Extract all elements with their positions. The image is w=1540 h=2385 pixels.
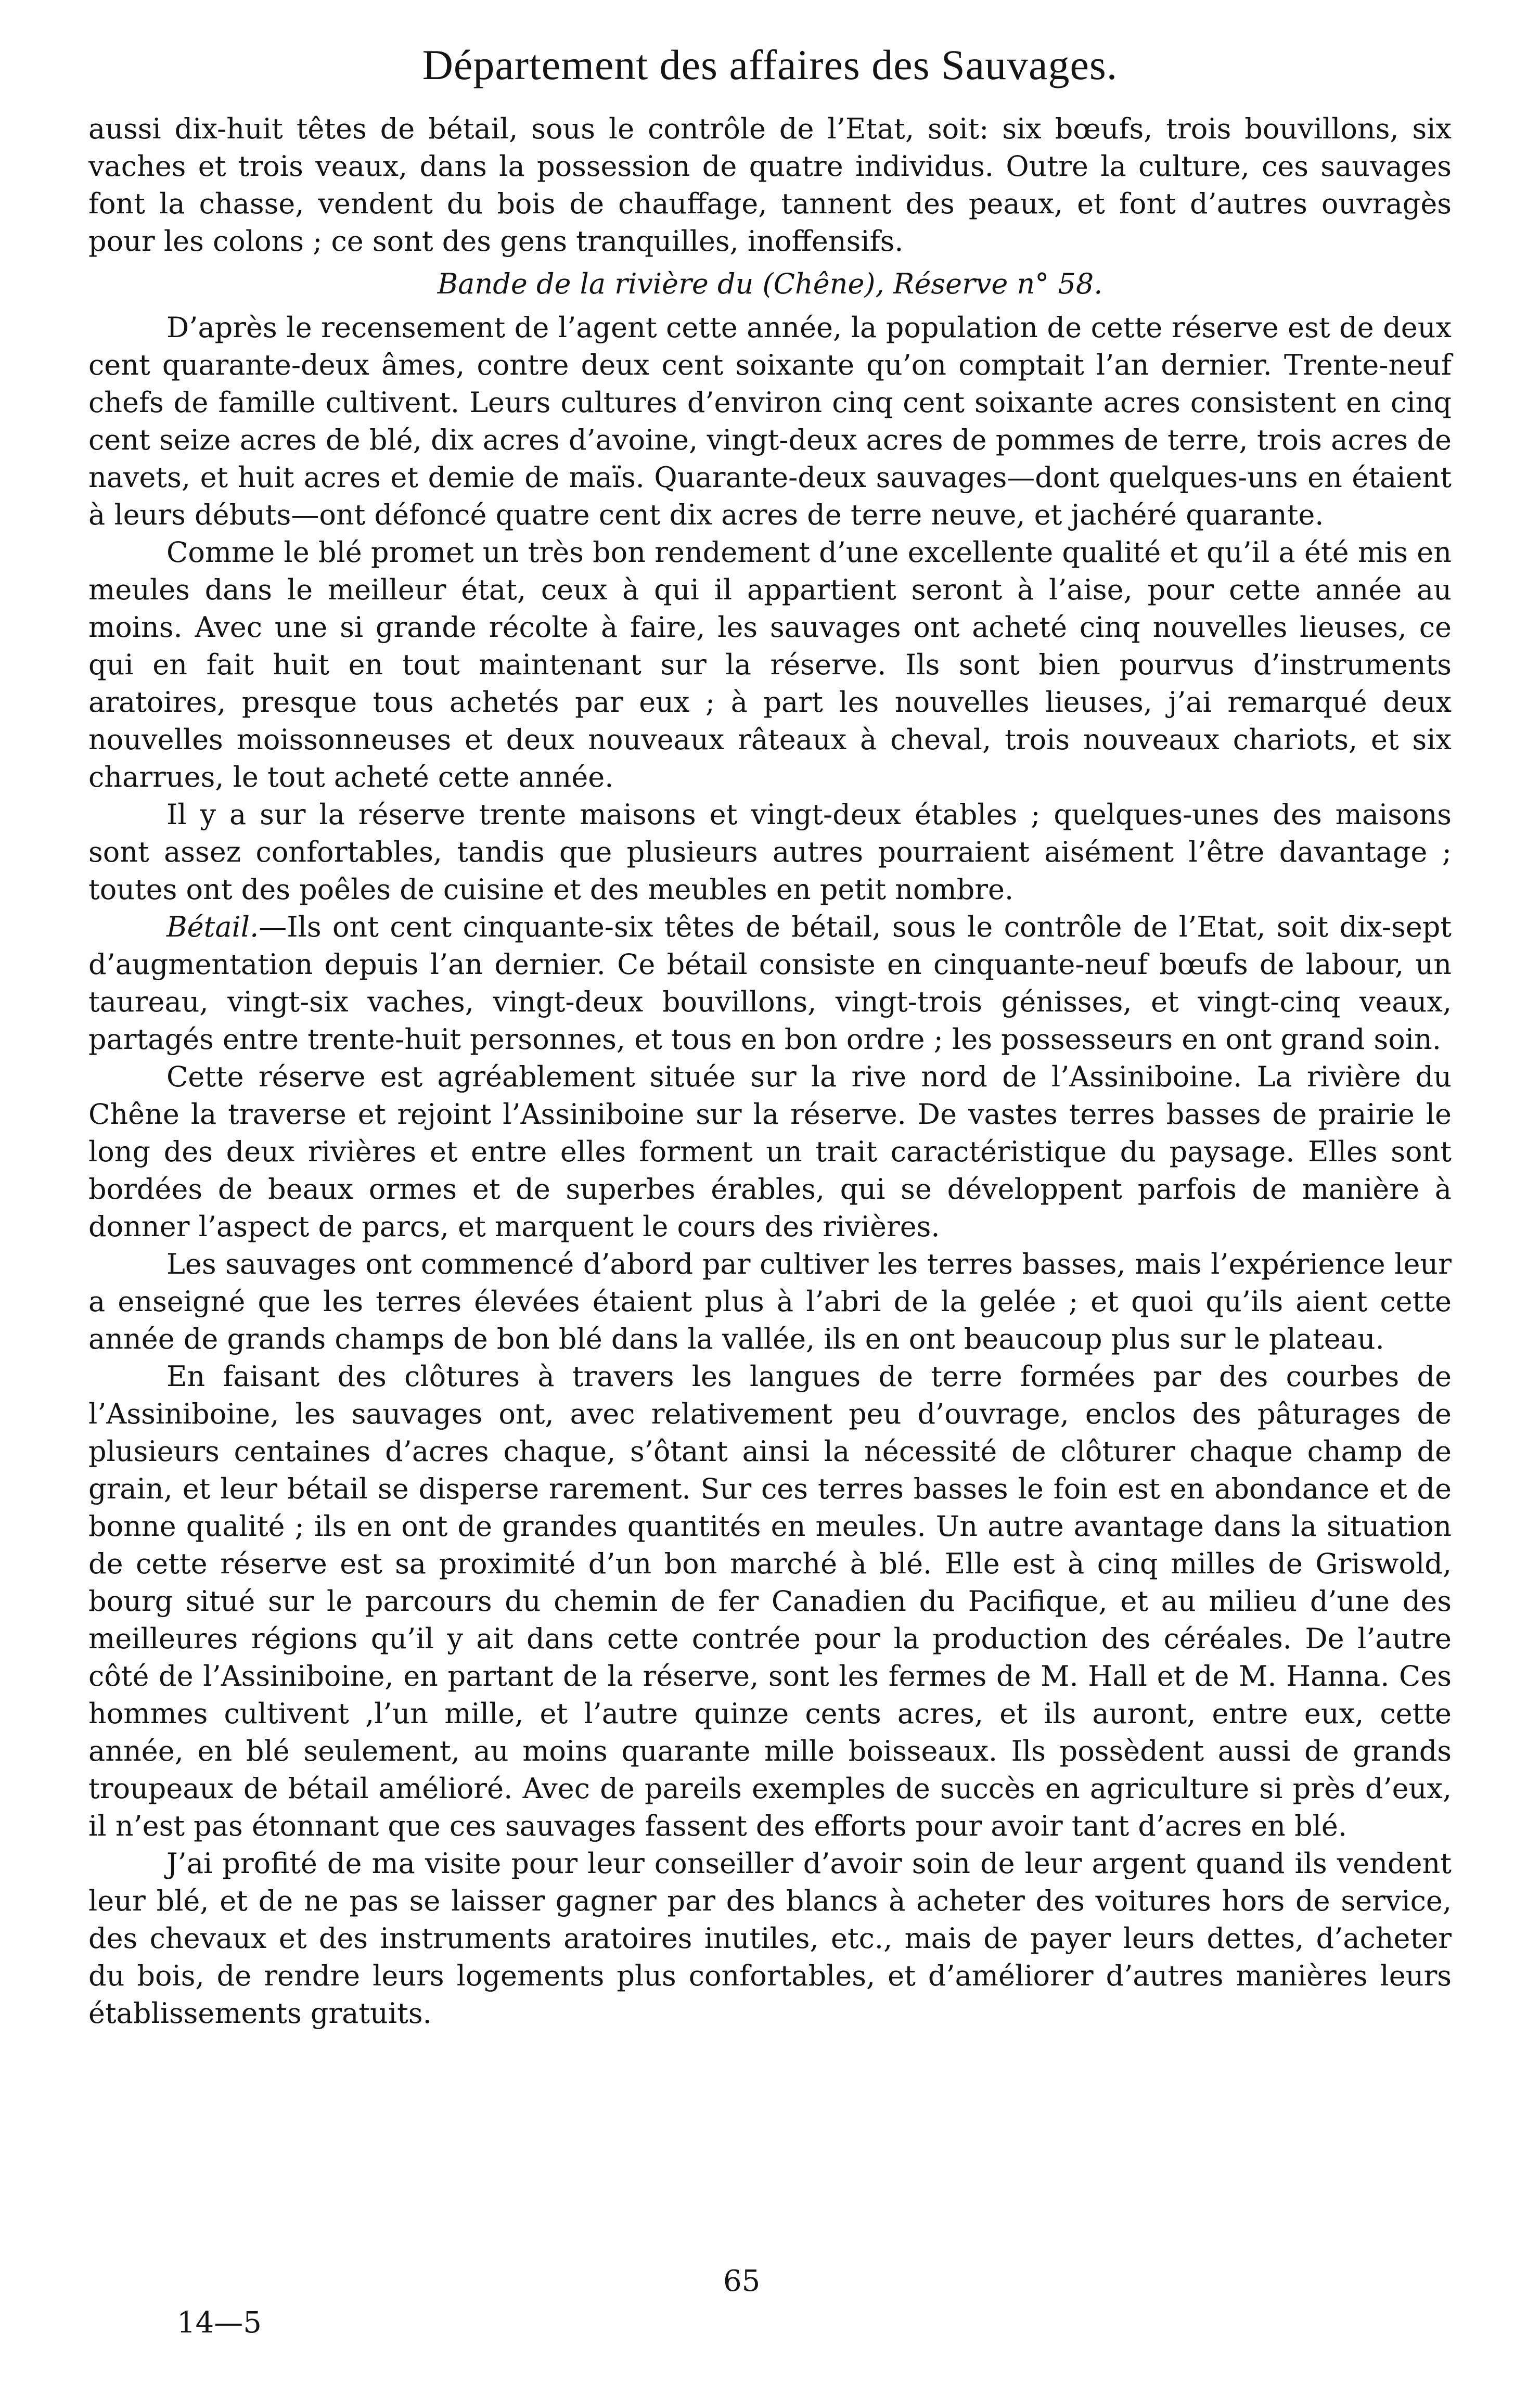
paragraph-census: D’après le recensement de l’agent cette année, la population de cette réserve est de deux cent quarante-deux âmes, contre deux cent soixante qu’on comptait l’an dernier. Trente-neuf chefs de famille cultivent. Leurs cultures d’environ cinq cent soixante acres consistent en cinq cent seize acres de blé, dix acres d’avoine, vingt-deux acres de pommes de terre, trois acres de navets, et huit acres et demie de maïs. Quarante-deux sauvages—dont quelques-uns en étaient à leurs débuts—ont défoncé quatre cent dix acres de terre neuve, et jachéré quarante.	[88, 311, 1452, 531]
paragraph-lowlands: Les sauvages ont commencé d’abord par cultiver les terres basses, mais l’expérience leur a enseigné que les terres élevées étaient plus à l’abri de la gelée ; et quoi qu’ils aient cette année de grands champs de bon blé dans la vallée, ils en ont beaucoup plus sur le plateau.	[88, 1248, 1452, 1355]
running-head: Département des affaires des Sauvages.	[422, 41, 1118, 88]
paragraph-cattle-text: —Ils ont cent cinquante-six têtes de bétail, sous le contrôle de l’Etat, soit dix-sept d’augmentation depuis l’an dernier. Ce bétail consiste en cinquante-neuf bœufs de labour, un taureau, vingt-six vaches, vingt-deux bouvillons, vingt-trois génisses, et vingt-cinq veaux, partagés entre trente-huit personnes, et tous en bon ordre ; les possesseurs en ont grand soin.	[88, 911, 1452, 1056]
signature-mark: 14—5	[177, 2306, 262, 2340]
paragraph-cattle	[88, 908, 1452, 1058]
paragraph-lead: Bétail.	[166, 911, 259, 943]
paragraph-location: Cette réserve est agréablement située sur la rive nord de l’Assiniboine. La rivière du Chêne la traverse et rejoint l’Assiniboine sur la réserve. De vastes terres basses de prairie le long des deux rivières et entre elles forment un trait caractéristique du paysage. Elles sont bordées de beaux ormes et de superbes érables, qui se développent parfois de manière à donner l’aspect de parcs, et marquent le cours des rivières.	[88, 1060, 1452, 1243]
paragraph-harvest: Comme le blé promet un très bon rendement d’une excellente qualité et qu’il a été mis en meules dans le meilleur état, ceux à qui il appartient seront à l’aise, pour cette année au moins. Avec une si grande récolte à faire, les sauvages ont acheté cinq nouvelles lieuses, ce qui en fait huit en tout maintenant sur la réserve. Ils sont bien pourvus d’instruments aratoires, presque tous achetés par eux ; à part les nouvelles lieuses, j’ai remarqué deux nouvelles moissonneuses et deux nouveaux râteaux à cheval, trois nouveaux chariots, et six charrues, le tout acheté cette année.	[88, 536, 1452, 793]
paragraph-advice: J’ai profité de ma visite pour leur conseiller d’avoir soin de leur argent quand ils vendent leur blé, et de ne pas se laisser gagner par des blancs à acheter des voitures hors de service, des chevaux et des instruments aratoires inutiles, etc., mais de payer leurs dettes, d’acheter du bois, de rendre leurs logements plus confortables, et d’améliorer d’autres manières leurs établissements gratuits.	[88, 1847, 1452, 2030]
paragraph-fences: En faisant des clôtures à travers les langues de terre formées par des courbes de l’Assiniboine, les sauvages ont, avec relativement peu d’ouvrage, enclos des pâturages de plusieurs centaines d’acres chaque, s’ôtant ainsi la nécessité de clôturer chaque champ de grain, et leur bétail se disperse rarement. Sur ces terres basses le foin est en abondance et de bonne qualité ; ils en ont de grandes quantités en meules. Un autre avantage dans la situation de cette réserve est sa proximité d’un bon marché à blé. Elle est à cinq milles de Griswold, bourg situé sur le parcours du chemin de fer Canadien du Pacifique, et au milieu d’une des meilleures régions qu’il y ait dans cette contrée pour la production des céréales. De l’autre côté de l’Assiniboine, en partant de la réserve, sont les fermes de M. Hall et de M. Hanna. Ces hommes cultivent ,l’un mille, et l’autre quinze cents acres, et ils auront, entre eux, cette année, en blé seulement, au moins quarante mille boisseaux. Ils possèdent aussi de grands troupeaux de bétail amélioré. Avec de pareils exemples de succès en agriculture si près d’eux, il n’est pas étonnant que ces sauvages fassent des efforts pour avoir tant d’acres en blé.	[88, 1360, 1452, 1842]
paragraph-houses: Il y a sur la réserve trente maisons et vingt-deux étables ; quelques-unes des maisons sont assez confortables, tandis que plusieurs autres pourraient aisément l’être davantage ; toutes ont des poêles de cuisine et des meubles en petit nombre.	[88, 798, 1452, 906]
paragraph-continuation: aussi dix-huit têtes de bétail, sous le contrôle de l’Etat, soit: six bœufs, trois bouvillons, six vaches et trois veaux, dans la possession de quatre individus. Outre la culture, ces sauvages font la chasse, vendent du bois de chauffage, tannent des peaux, et font d’autres ouvragès pour les colons ; ce sont des gens tranquilles, inoffensifs.	[88, 112, 1452, 258]
page-number: 65	[723, 2264, 761, 2298]
section-heading: Bande de la rivière du (Chêne), Réserve n° 58.	[437, 267, 1103, 300]
document-page	[88, 36, 1452, 2032]
